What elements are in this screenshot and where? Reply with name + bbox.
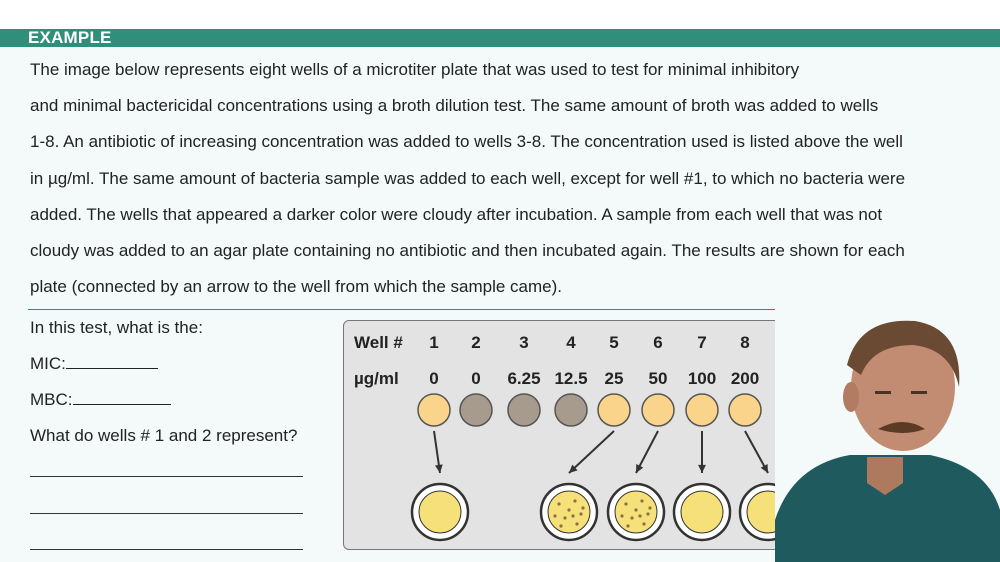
arrow-head [698,465,706,473]
paragraph-line: added. The wells that appeared a darker color were cloudy after incubation. A sample from each well that was not [30,204,883,224]
paragraph-line: cloudy was added to an agar plate containing no antibiotic and then incubated again. The results are shown for each [30,241,905,261]
bacterial-colony [630,516,633,519]
bacterial-colony [563,516,566,519]
well-circle [686,394,718,426]
well-number: 5 [609,333,619,352]
concentration-unit-label: µg/ml [354,369,399,388]
well-concentration: 200 [730,369,760,388]
paragraph-line: and minimal bactericidal concentrations using a broth dilution test. The same amount of broth was added to wells [30,96,879,116]
bacterial-colony [634,508,637,511]
well-circle [598,394,630,426]
well-circle [642,394,674,426]
mic-question [30,354,158,374]
mbc-label: MBC: [30,390,73,409]
well-concentration: 0 [429,369,439,388]
wells-question: What do wells # 1 and 2 represent? [30,426,298,445]
bacterial-colony [559,524,562,527]
agar-medium [419,491,461,533]
well-concentration: 25 [604,369,624,388]
bacterial-colony [557,502,560,505]
well-circle [508,394,540,426]
well-concentration: 12.5 [554,369,588,388]
bacterial-colony [624,502,627,505]
bacterial-colony [642,522,645,525]
mic-blank [66,354,158,369]
paragraph-line: in µg/ml. The same amount of bacteria sample was added to each well, except for well #1, to which no bacteria were [30,168,906,188]
bacterial-colony [575,522,578,525]
well-number: 4 [566,333,576,352]
mic-label: MIC: [30,354,66,373]
answer-line [30,476,303,477]
well-number: 2 [471,333,481,352]
well-circle [729,394,761,426]
question-intro: In this test, what is the: [30,318,203,337]
example-label: EXAMPLE [28,28,112,47]
arrow [569,431,614,473]
well-concentration: 0 [471,369,481,388]
bacterial-colony [648,506,651,509]
bacterial-colony [579,512,582,515]
paragraph-line: The image below represents eight wells of a microtiter plate that was used to test for minimal inhibitory [30,60,800,79]
well-concentration: 6.25 [507,369,541,388]
mbc-question [30,390,171,410]
bacterial-colony [646,512,649,515]
well-number: 8 [740,333,750,352]
well-circle [418,394,450,426]
microtiter-plate [343,320,806,550]
bacterial-colony [626,524,629,527]
presenter-video [775,305,1000,562]
bacterial-colony [581,506,584,509]
well-number: 6 [653,333,663,352]
well-number: 1 [429,333,439,352]
mbc-blank [73,390,171,405]
well-number: 7 [697,333,707,352]
bacterial-colony [573,499,576,502]
well-number: 3 [519,333,529,352]
answer-line [30,549,303,550]
bacterial-colony [638,514,641,517]
bacterial-colony [640,499,643,502]
answer-line [30,513,303,514]
paragraph-line: 1-8. An antibiotic of increasing concentration was added to wells 3-8. The concentration used is listed above the well [30,132,903,152]
well-concentration: 50 [648,369,668,388]
bacterial-colony [620,514,623,517]
plate-drawing [344,321,804,548]
well-number-label: Well # [354,333,403,352]
problem-paragraph [30,52,985,305]
agar-medium [681,491,723,533]
agar-medium [548,491,590,533]
bacterial-colony [571,514,574,517]
bacterial-colony [567,508,570,511]
well-concentration: 100 [687,369,717,388]
agar-medium [615,491,657,533]
paragraph-line: plate (connected by an arrow to the well from which the sample came). [30,277,562,297]
example-header [0,29,1000,47]
bacterial-colony [553,514,556,517]
well-circle [460,394,492,426]
top-band [0,0,1000,28]
well-circle [555,394,587,426]
